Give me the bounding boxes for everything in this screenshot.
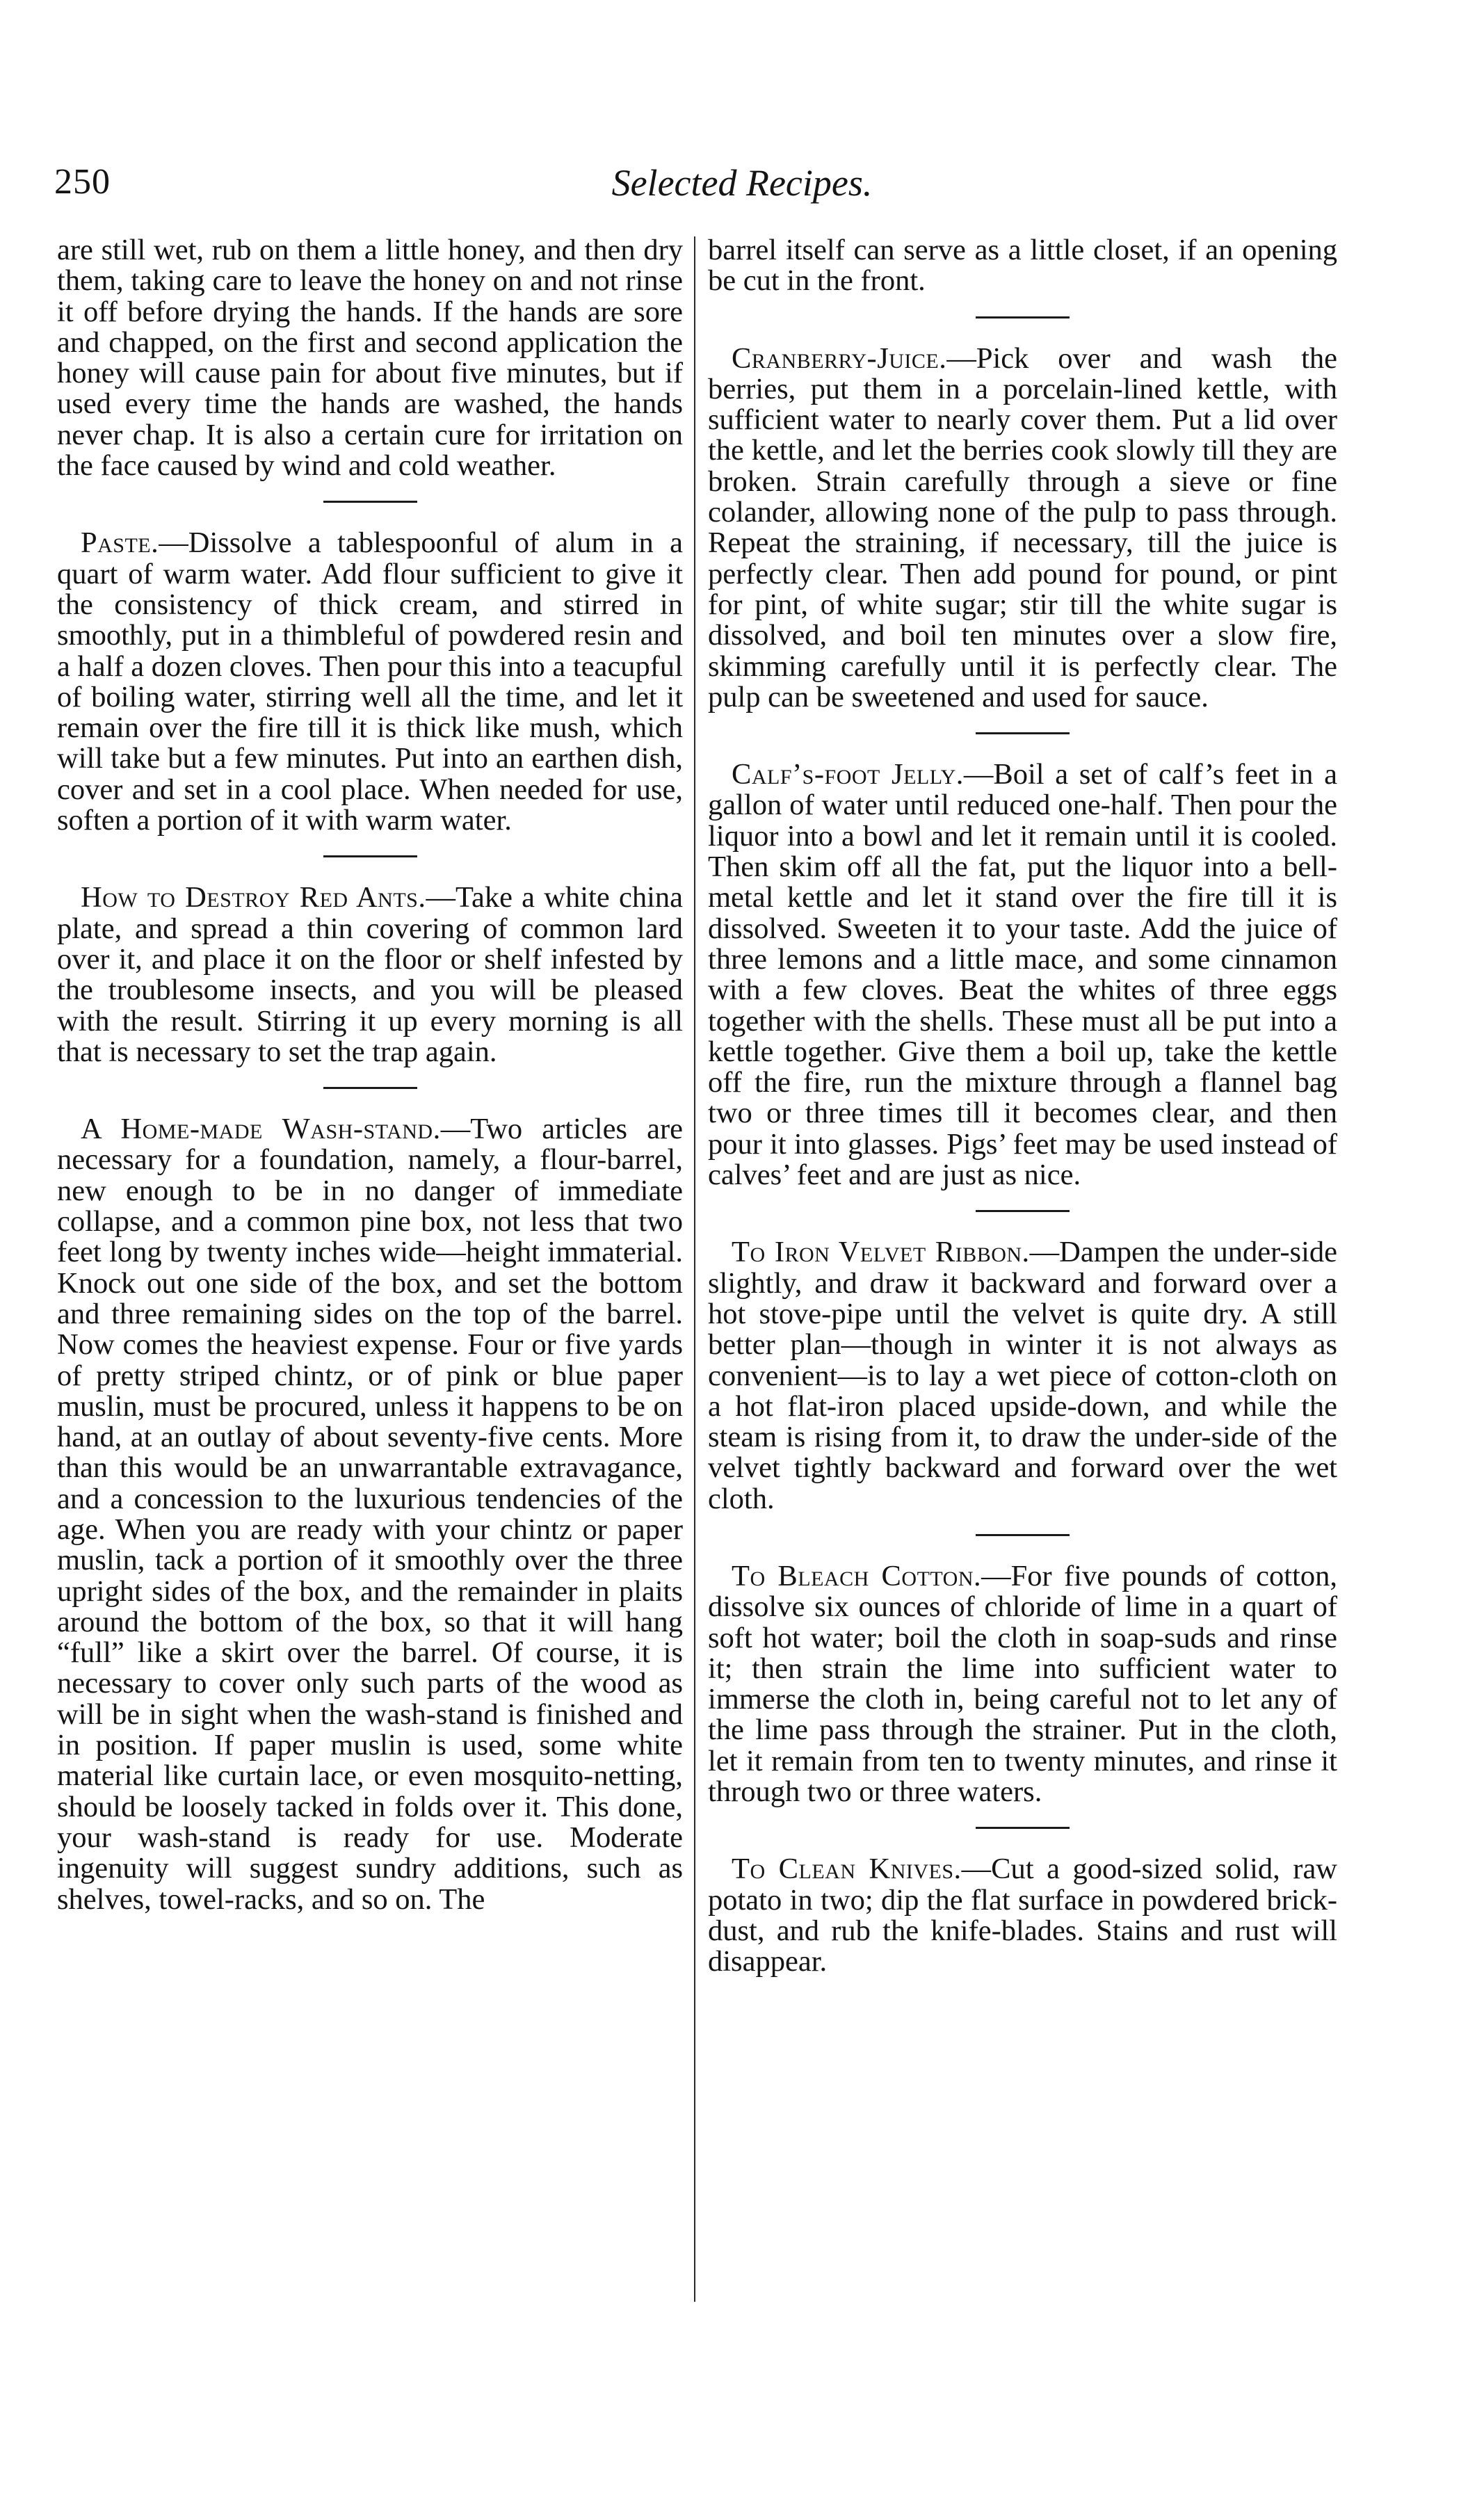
recipe-title: To Iron Velvet Ribbon.: [732, 1236, 1030, 1269]
section-separator: [323, 855, 417, 857]
section-separator: [323, 501, 417, 503]
recipe-body: —Two articles are necessary for a foundation, namely, a flour-barrel, new enough to be in no danger of immediate collapse, and a common pine box, not less that two feet long by twenty inches wide—height immaterial. Knock out one side of the box, and set the bottom and three remaining sides on the top of the barrel. Now comes the heaviest expense. Four or five yards of pretty striped chintz, or of pink or blue paper muslin, must be procured, unless it happens to be on hand, at an outlay of about seventy-five cents. More than this would be an unwarrantable extravagance, and a concession to the luxurious tendencies of the age. When you are ready with your chintz or paper muslin, tack a portion of it smoothly over the three upright sides of the box, and the remainder in plaits around the bottom of the box, so that it will hang “full” like a skirt over the barrel. Of course, it is necessary to cover only such parts of the wood as will be in sight when the wash-stand is finished and in position. If paper muslin is used, some white material like curtain lace, or even mosquito-netting, should be loosely tacked in folds over it. This done, your wash-stand is ready for use. Moderate ingenuity will suggest sundry additions, such as shelves, towel-racks, and so on. The: [57, 1113, 683, 1916]
recipe-title: Calf’s-foot Jelly.: [732, 758, 964, 791]
continued-paragraph: are still wet, rub on them a little honey, and then dry them, taking care to leave the honey on and not rinse it off before drying the hands. If the hands are sore and chapped, on the first and second application the honey will cause pain for about five minutes, but if used every time the hands are washed, the hands never chap. It is also a certain cure for irritation on the face caused by wind and cold weather.: [57, 234, 683, 483]
recipe-cranberry-juice: [708, 341, 1337, 713]
section-separator: [976, 1827, 1070, 1829]
recipe-title: How to Destroy Red Ants.: [81, 881, 426, 914]
recipe-body: —Dampen the under-side slightly, and draw it backward and forward over a hot stove-pipe until the velvet is quite dry. A still better plan—though in winter it is not always as convenient—is to lay a wet piece of cotton-cloth on a hot flat-iron placed upside-down, and while the steam is rising from it, to draw the under-side of the velvet tightly backward and forward over the wet cloth.: [708, 1236, 1337, 1515]
section-separator: [976, 1210, 1070, 1212]
recipe-body: —Take a white china plate, and spread a thin covering of common lard over it, and place it on the floor or shelf infested by the troublesome insects, and you will be pleased with the result. Stirring it up every morning is all that is necessary to set the trap again.: [57, 881, 683, 1068]
recipe-home-made-wash-stand: [57, 1114, 683, 1915]
recipe-body: —Pick over and wash the berries, put them in a porcelain-lined kettle, with sufficient water to nearly cover them. Put a lid over the kettle, and let the berries cook slowly till they are broken. Strain carefully through a sieve or fine colander, allowing none of the pulp to pass through. Repeat the straining, if necessary, till the juice is perfectly clear. Then add pound for pound, or pint for pint, of white sugar; stir till the white sugar is dissolved, and boil ten minutes over a slow fire, skimming carefully until it is perfectly clear. The pulp can be sweetened and used for sauce.: [708, 341, 1337, 713]
recipe-paste: [57, 528, 683, 836]
recipe-calfs-foot-jelly: [708, 759, 1337, 1191]
recipe-title: A Home-made Wash-stand.: [81, 1113, 441, 1146]
left-column: [57, 235, 683, 1915]
column-divider: [694, 236, 695, 2302]
recipe-iron-velvet-ribbon: [708, 1237, 1337, 1515]
running-title: Selected Recipes.: [611, 162, 873, 204]
recipe-clean-knives: [708, 1854, 1337, 1977]
recipe-body: —Cut a good-sized solid, raw potato in two; dip the flat surface in powdered brick-dust, and rub the knife-blades. Stains and rust will disappear.: [708, 1853, 1337, 1978]
recipe-body: —For five pounds of cotton, dissolve six ounces of chloride of lime in a quart of soft hot water; boil the cloth in soap-suds and rinse it; then strain the lime into sufficient water to immerse the cloth in, being careful not to let any of the lime pass through the strainer. Put in the cloth, let it remain from ten to twenty minutes, and rinse it through two or three waters.: [708, 1559, 1337, 1809]
recipe-title: Cranberry-Juice.: [732, 341, 947, 375]
section-separator: [976, 732, 1070, 734]
page-number: 250: [54, 162, 111, 202]
recipe-title: To Bleach Cotton.: [732, 1559, 982, 1592]
recipe-bleach-cotton: [708, 1561, 1337, 1807]
recipe-body: —Dissolve a tablespoonful of alum in a quart of warm water. Add flour sufficient to give it the consistency of thick cream, and stirred in smoothly, put in a thimbleful of powdered resin and a half a dozen cloves. Then pour this into a teacupful of boiling water, stirring well all the time, and let it remain over the fire till it is thick like mush, which will take but a few minutes. Put into an earthen dish, cover and set in a cool place. When needed for use, soften a portion of it with warm water.: [57, 526, 683, 837]
right-column: [708, 235, 1337, 1978]
recipe-title: Paste.: [81, 526, 159, 560]
recipe-body: —Boil a set of calf’s feet in a gallon of water until reduced one-half. Then pour the liquor into a bowl and let it remain until it is cooled. Then skim off all the fat, put the liquor into a bell-metal kettle and let it stand over the fire till it is dissolved. Sweeten it to your taste. Add the juice of three lemons and a little mace, and some cinnamon with a few cloves. Beat the whites of three eggs together with the shells. These must all be put into a kettle together. Give them a boil up, take the kettle off the fire, run the mixture through a flannel bag two or three times till it becomes clear, and then pour it into glasses. Pigs’ feet may be used instead of calves’ feet and are just as nice.: [708, 758, 1338, 1192]
section-separator: [323, 1087, 417, 1089]
section-separator: [976, 1534, 1070, 1536]
section-separator: [976, 316, 1070, 318]
recipe-title: To Clean Knives.: [732, 1853, 962, 1886]
continued-paragraph: barrel itself can serve as a little closet, if an opening be cut in the front.: [708, 234, 1337, 298]
recipe-destroy-red-ants: [57, 882, 683, 1067]
